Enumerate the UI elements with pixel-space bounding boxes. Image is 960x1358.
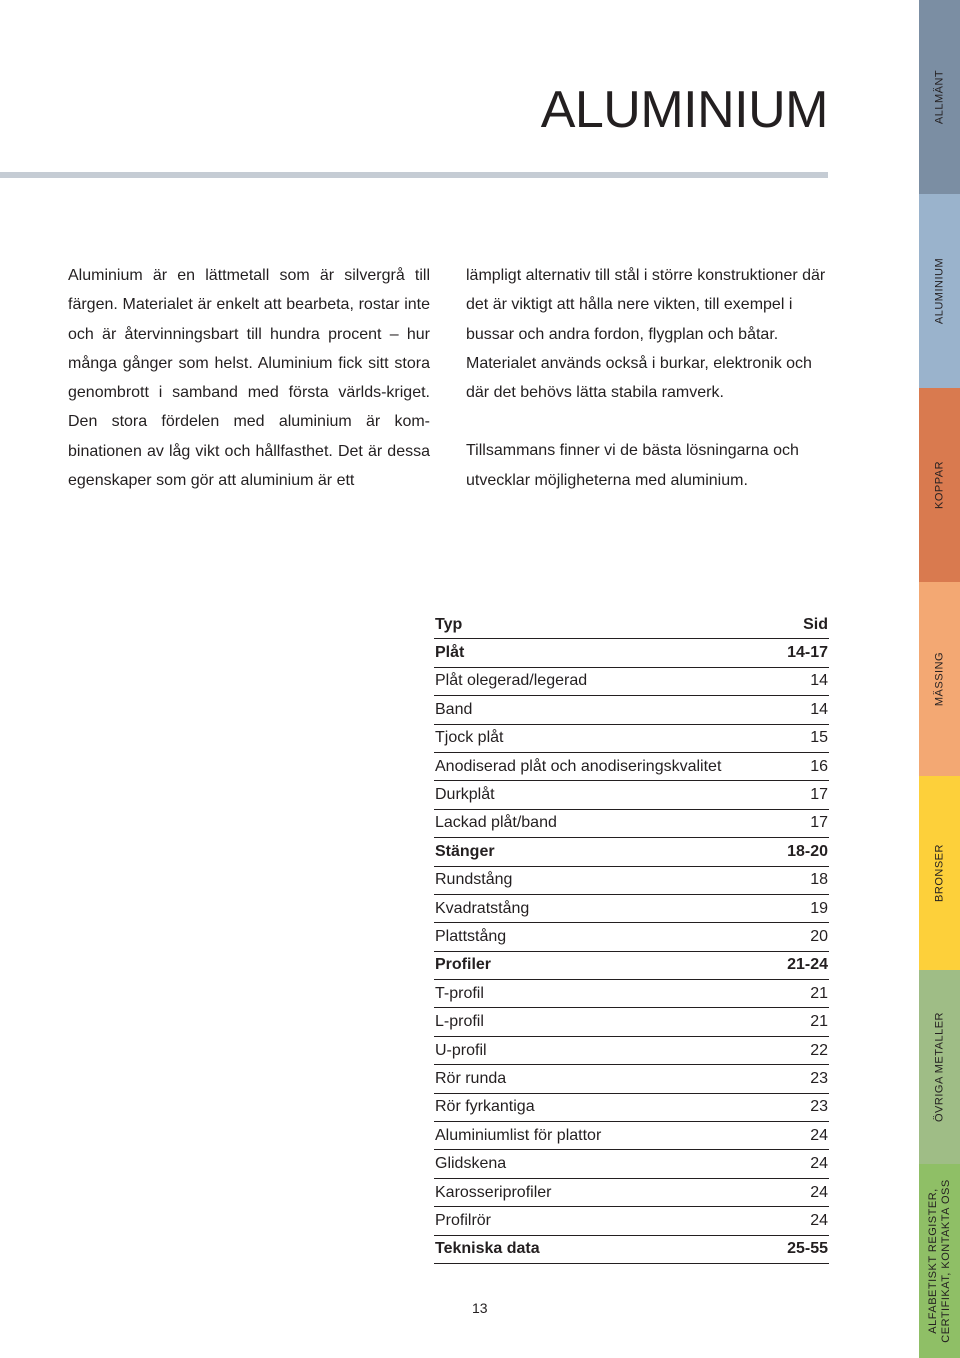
row-page: 19 <box>778 894 829 922</box>
tab-label-line: BRONSER <box>933 844 945 902</box>
table-row <box>434 1036 829 1064</box>
row-type: Plåt olegerad/legerad <box>434 667 778 695</box>
section-tab[interactable] <box>919 970 960 1164</box>
row-page: 24 <box>778 1122 829 1150</box>
table-row <box>434 923 829 951</box>
row-page: 23 <box>778 1065 829 1093</box>
row-page: 23 <box>778 1093 829 1121</box>
table-row <box>434 866 829 894</box>
row-type: Karosseriprofiler <box>434 1178 778 1206</box>
row-page: 15 <box>778 724 829 752</box>
row-page: 16 <box>778 752 829 780</box>
row-type: Rör fyrkantiga <box>434 1093 778 1121</box>
row-type: Glidskena <box>434 1150 778 1178</box>
tab-label-line: KOPPAR <box>933 460 945 510</box>
row-type: Rör runda <box>434 1065 778 1093</box>
row-page: 22 <box>778 1036 829 1064</box>
row-page: 20 <box>778 923 829 951</box>
row-type: Profiler <box>434 951 778 979</box>
row-type: Lackad plåt/band <box>434 809 778 837</box>
tab-label-line: CERTIFIKAT, KONTAKTA OSS <box>939 1179 952 1343</box>
table-row <box>434 1122 829 1150</box>
section-tab-label <box>933 652 946 706</box>
table-row <box>434 1065 829 1093</box>
tab-label-line: ALUMINIUM <box>933 257 945 325</box>
table-row <box>434 752 829 780</box>
section-tab[interactable] <box>919 0 960 194</box>
table-row <box>434 894 829 922</box>
row-type: Rundstång <box>434 866 778 894</box>
section-tab-label <box>933 258 946 324</box>
table-row <box>434 639 829 667</box>
intro-right-column <box>466 261 830 495</box>
intro-paragraph: lämpligt alternativ till stål i större konstruktioner där det är viktigt att hålla nere vikten, till exempel i bussar och andra fordon, flygplan och båtar. Materialet används också i burkar, elektronik och där det behövs lätta stabila ramverk. <box>466 267 826 402</box>
table-row <box>434 1207 829 1235</box>
section-tab[interactable] <box>919 776 960 970</box>
page-number: 13 <box>472 1300 488 1316</box>
row-page: 24 <box>778 1150 829 1178</box>
row-page: 21 <box>778 1008 829 1036</box>
section-tab-label <box>933 70 946 124</box>
table-row <box>434 809 829 837</box>
row-type: Band <box>434 696 778 724</box>
section-tabs <box>919 0 960 1358</box>
section-tab[interactable] <box>919 194 960 388</box>
column-header-type: Typ <box>434 611 778 639</box>
row-page: 14 <box>778 696 829 724</box>
table-row <box>434 1093 829 1121</box>
row-type: L-profil <box>434 1008 778 1036</box>
section-tab-label <box>933 1012 946 1122</box>
table-row <box>434 1178 829 1206</box>
row-type: Tjock plåt <box>434 724 778 752</box>
row-page: 21-24 <box>778 951 829 979</box>
row-type: Kvadratstång <box>434 894 778 922</box>
row-type: Tekniska data <box>434 1235 778 1263</box>
table-row <box>434 724 829 752</box>
row-type: Anodiserad plåt och anodiseringskvalitet <box>434 752 778 780</box>
row-page: 24 <box>778 1178 829 1206</box>
contents-table <box>434 611 829 1264</box>
section-tab-label <box>933 844 946 902</box>
row-type: U-profil <box>434 1036 778 1064</box>
title-divider <box>0 172 828 178</box>
table-row <box>434 1150 829 1178</box>
intro-paragraph: Aluminium är en lättmetall som är silvergrå till färgen. Materialet är enkelt att bearbeta, rostar inte och är återvinningsbart till hundra procent – hur många gånger som helst. Aluminium fick sitt stora genombrott i samband med första världs-kriget. Den stora fördelen med aluminium är kom-binationen av låg vikt och hållfasthet. Det är dessa egenskaper som gör att aluminium är ett <box>68 267 430 490</box>
table-row <box>434 838 829 866</box>
tab-label-line: ALFABETISKT REGISTER, <box>926 1188 939 1334</box>
section-tab-label <box>927 1179 953 1342</box>
row-type: T-profil <box>434 980 778 1008</box>
row-type: Plåt <box>434 639 778 667</box>
row-type: Stänger <box>434 838 778 866</box>
table-row <box>434 696 829 724</box>
table-header-row <box>434 611 829 639</box>
row-page: 17 <box>778 809 829 837</box>
table-row <box>434 667 829 695</box>
table-row <box>434 1008 829 1036</box>
row-page: 18-20 <box>778 838 829 866</box>
row-page: 14-17 <box>778 639 829 667</box>
section-tab-label <box>933 461 946 509</box>
row-page: 17 <box>778 781 829 809</box>
row-page: 25-55 <box>778 1235 829 1263</box>
row-page: 14 <box>778 667 829 695</box>
row-type: Aluminiumlist för plattor <box>434 1122 778 1150</box>
row-type: Profilrör <box>434 1207 778 1235</box>
table-row <box>434 951 829 979</box>
table-row <box>434 980 829 1008</box>
page-title: ALUMINIUM <box>540 81 828 139</box>
intro-left-column <box>68 261 430 495</box>
row-page: 24 <box>778 1207 829 1235</box>
row-page: 18 <box>778 866 829 894</box>
tab-label-line: ALLMÄNT <box>933 69 945 125</box>
section-tab[interactable] <box>919 388 960 582</box>
column-header-page: Sid <box>778 611 829 639</box>
section-tab[interactable] <box>919 582 960 776</box>
tab-label-line: ÖVRIGA METALLER <box>933 1012 945 1122</box>
table-row <box>434 1235 829 1263</box>
table-row <box>434 781 829 809</box>
row-page: 21 <box>778 980 829 1008</box>
row-type: Durkplåt <box>434 781 778 809</box>
section-tab[interactable] <box>919 1164 960 1358</box>
tab-label-line: MÄSSING <box>933 651 945 707</box>
row-type: Plattstång <box>434 923 778 951</box>
intro-paragraph: Tillsammans finner vi de bästa lösningarna och utvecklar möjligheterna med aluminium. <box>466 442 799 489</box>
